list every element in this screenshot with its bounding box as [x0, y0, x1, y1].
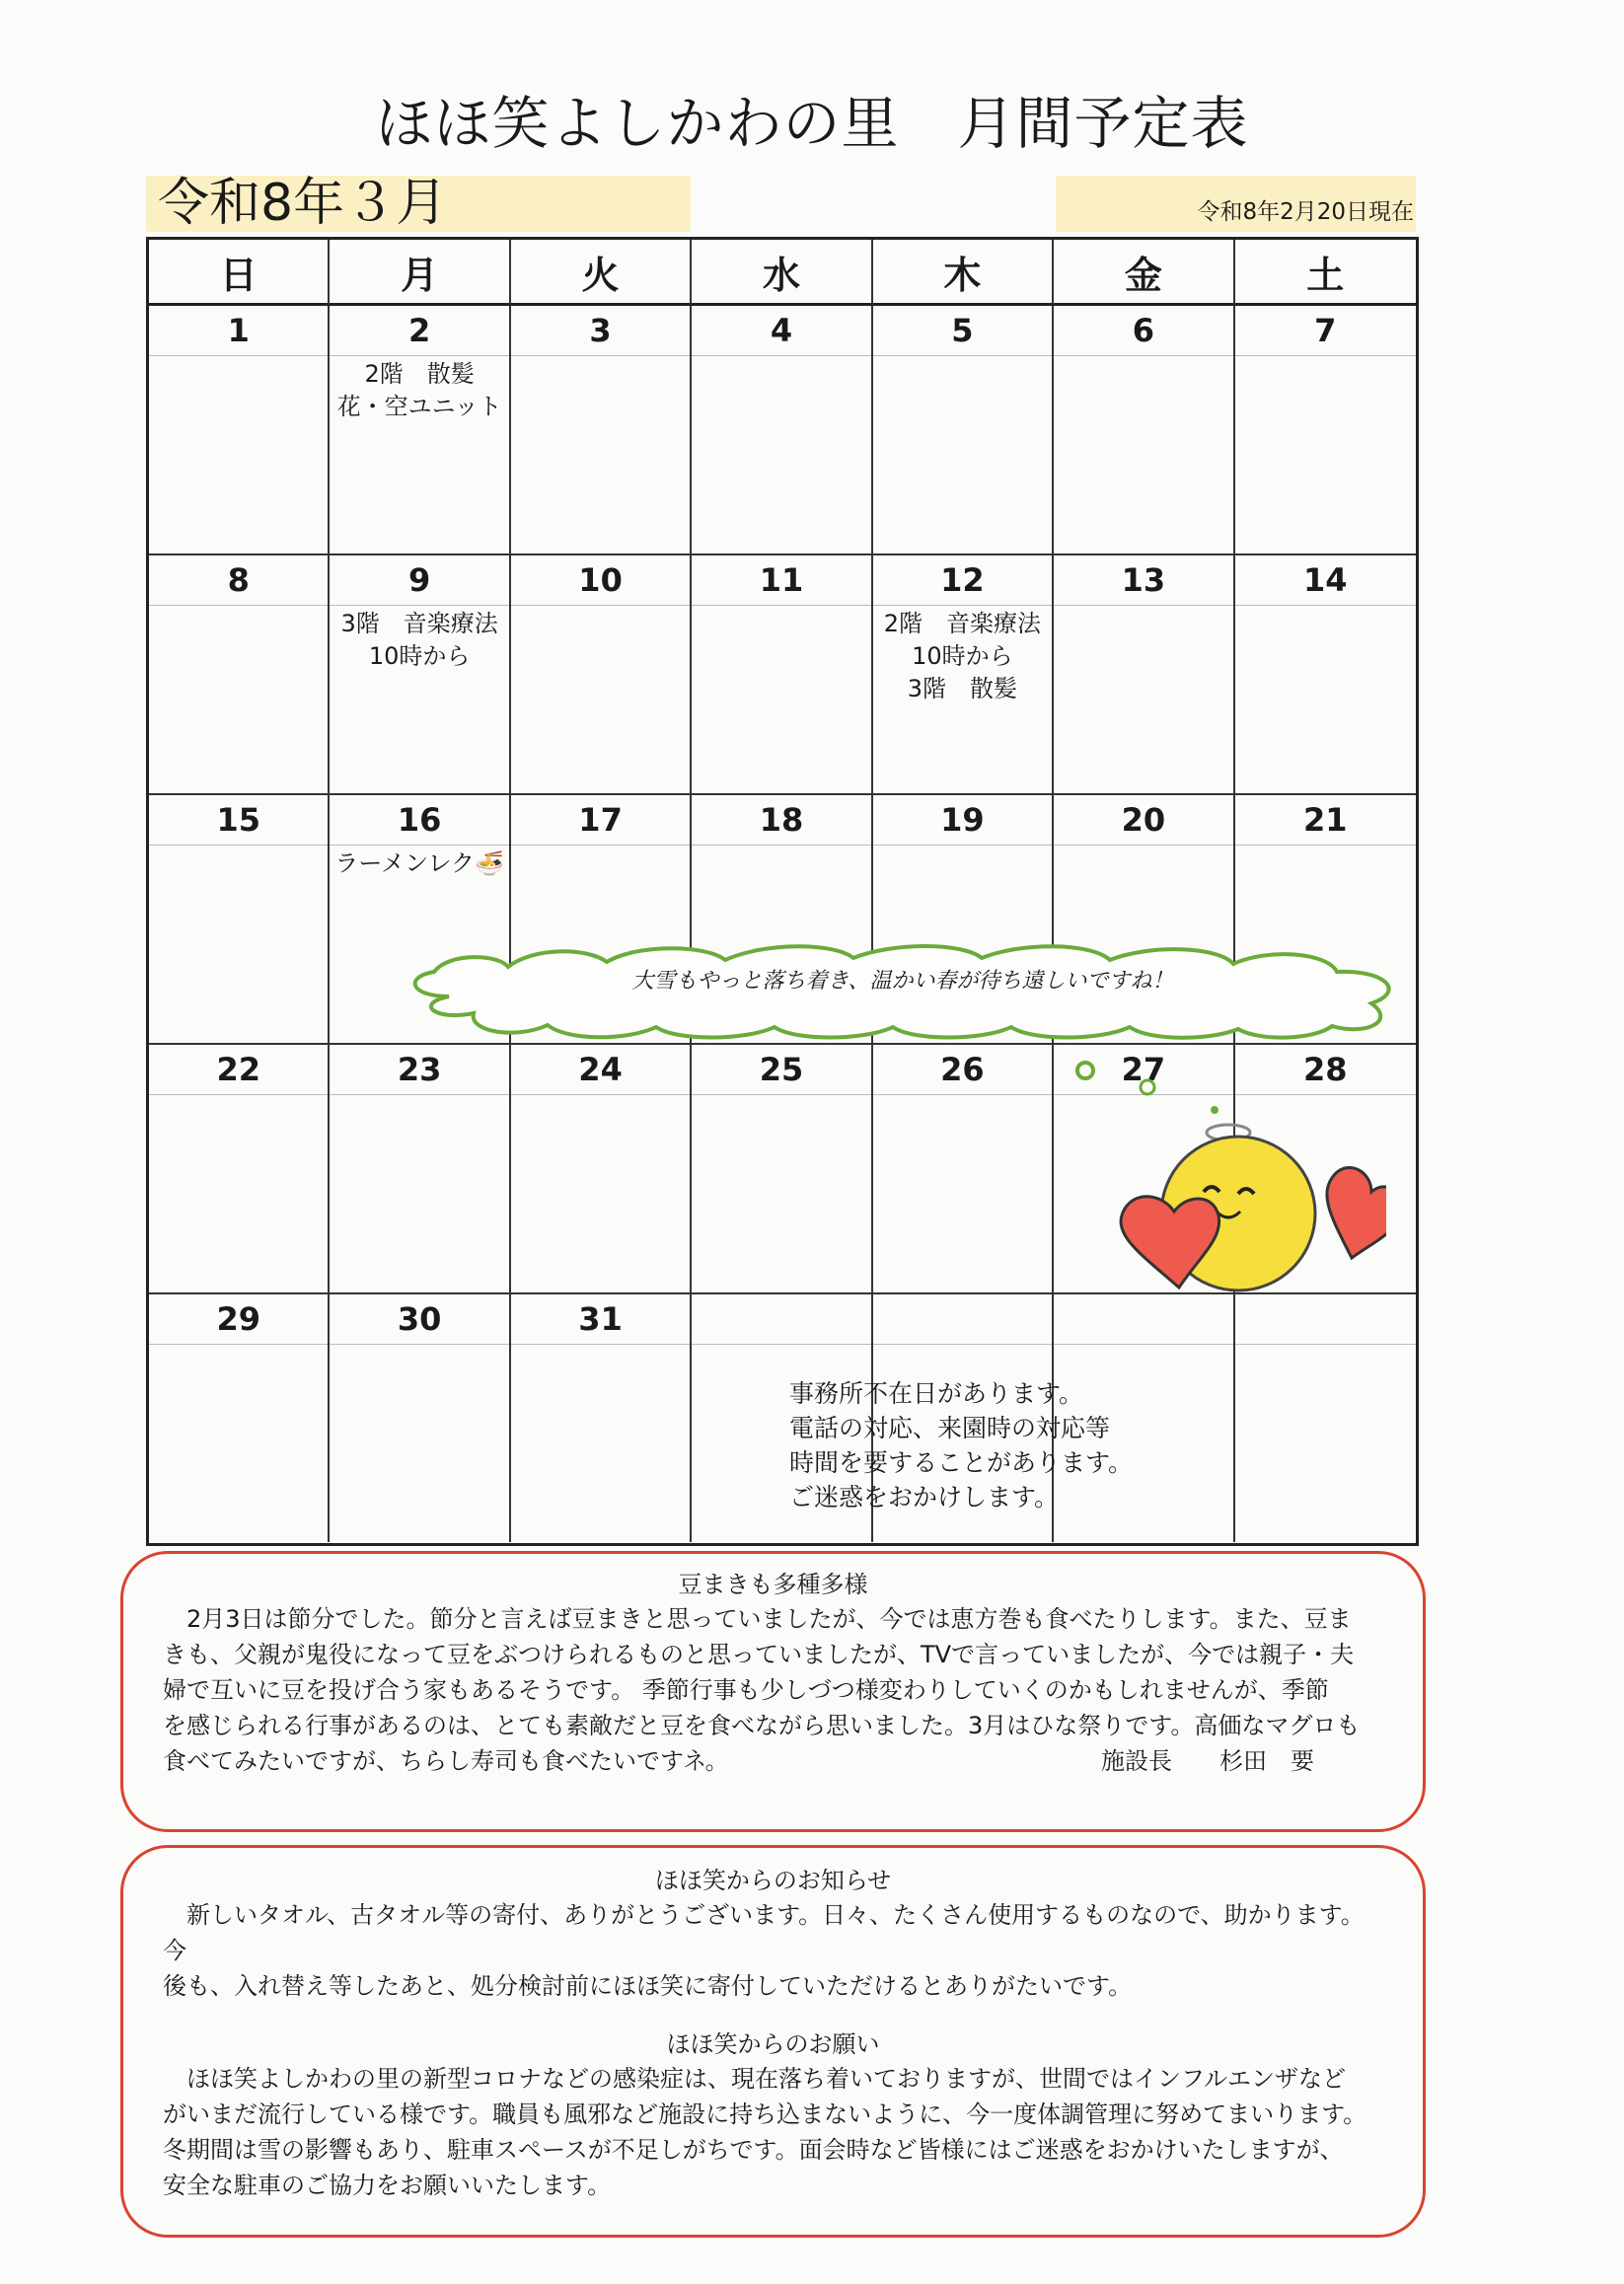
calendar-day-cell [330, 306, 510, 555]
day-events [1235, 846, 1416, 847]
day-events [873, 1345, 1052, 1347]
calendar-day-cell [511, 1045, 692, 1294]
day-number: 8 [149, 555, 328, 606]
day-number [873, 1294, 1052, 1345]
day-number: 27 [1054, 1045, 1232, 1095]
calendar-day-cell [330, 555, 510, 795]
day-number: 16 [330, 795, 508, 846]
weekday-header: 月 [330, 240, 510, 306]
calendar-day-cell [873, 1045, 1054, 1294]
day-number: 22 [149, 1045, 328, 1095]
paragraph-line: 婦で互いに豆を投げ合う家もあるそうです。 季節行事も少しづつ様変わりしていくのかもしれませんが、季節 [163, 1676, 1329, 1704]
day-number: 25 [692, 1045, 870, 1095]
day-number: 17 [511, 795, 690, 846]
day-number [692, 1294, 870, 1345]
day-events [692, 846, 870, 847]
day-number: 19 [873, 795, 1052, 846]
director-signature: 施設長 杉田 要 [1101, 1747, 1314, 1775]
day-number: 10 [511, 555, 690, 606]
day-number: 28 [1235, 1045, 1416, 1095]
day-events [330, 606, 508, 673]
as-of-date: 令和8年2月20日現在 [1197, 199, 1414, 225]
day-number: 4 [692, 306, 870, 356]
paragraph-line: 冬期間は雪の影響もあり、駐車スペースが不足しがちです。面会時など皆様にはご迷惑をおかけいたしますが、 [163, 2136, 1344, 2164]
day-number: 29 [149, 1294, 328, 1345]
day-number: 14 [1235, 555, 1416, 606]
day-number: 20 [1054, 795, 1232, 846]
paragraph-line: きも、父親が鬼役になって豆をぶつけられるものと思っていましたが、TVで言っていましたが、今では親子・夫 [163, 1641, 1355, 1668]
office-note-line: ご迷惑をおかけします。 [789, 1483, 1060, 1511]
calendar-day-cell [692, 306, 872, 555]
calendar-day-cell [330, 1294, 510, 1542]
day-events [149, 606, 328, 608]
day-number: 12 [873, 555, 1052, 606]
day-events [1054, 356, 1232, 358]
day-number: 31 [511, 1294, 690, 1345]
event-line: 10時から [368, 642, 471, 670]
day-events [511, 1345, 690, 1347]
calendar-day-cell [1054, 555, 1234, 795]
day-events [873, 356, 1052, 358]
day-number: 30 [330, 1294, 508, 1345]
event-line: ラーメンレク🍜 [334, 849, 504, 877]
day-number: 23 [330, 1045, 508, 1095]
event-line: 3階 散髪 [907, 675, 1018, 702]
office-note-line: 電話の対応、来園時の対応等 [789, 1414, 1111, 1442]
calendar-day-cell [1235, 1294, 1416, 1542]
director-message-box [120, 1551, 1426, 1832]
day-events [511, 1095, 690, 1097]
calendar-day-cell [692, 1045, 872, 1294]
paragraph-line: 安全な駐車のご協力をお願いいたします。 [163, 2172, 612, 2199]
calendar-day-cell [149, 1045, 330, 1294]
event-line: 2階 音楽療法 [883, 610, 1042, 637]
notice-body [123, 1897, 1423, 2004]
day-events [149, 846, 328, 847]
day-events [1235, 1345, 1416, 1347]
month-label: 令和8年３月 [158, 174, 448, 233]
office-absence-note [789, 1376, 1133, 1514]
weekday-header: 日 [149, 240, 330, 306]
day-events [149, 1095, 328, 1097]
event-line: 10時から [912, 642, 1013, 670]
notice-title: ほほ笑からのお知らせ [654, 1867, 892, 1894]
calendar-day-cell [511, 1294, 692, 1542]
paragraph-line: を感じられる行事があるのは、とても素敵だと豆を食べながら思いました。3月はひな祭りです。高価なマグロも [163, 1712, 1361, 1739]
weekday-header: 火 [511, 240, 692, 306]
day-events [511, 846, 690, 847]
day-events [873, 606, 1052, 705]
day-events [692, 1345, 870, 1347]
office-note-line: 事務所不在日があります。 [789, 1379, 1084, 1408]
event-line: 3階 音楽療法 [340, 610, 498, 637]
day-events [692, 606, 870, 608]
calendar-day-cell [1235, 555, 1416, 795]
day-number: 13 [1054, 555, 1232, 606]
day-number: 15 [149, 795, 328, 846]
day-number: 18 [692, 795, 870, 846]
day-number: 26 [873, 1045, 1052, 1095]
day-number: 1 [149, 306, 328, 356]
day-events [1235, 606, 1416, 608]
cloud-message: 大雪もやっと落ち着き、温かい春が待ち遠しいですね！ [631, 969, 1174, 994]
day-events [873, 1095, 1052, 1097]
weekday-header: 金 [1054, 240, 1234, 306]
calendar-day-cell [511, 555, 692, 795]
calendar-day-cell [1235, 306, 1416, 555]
day-events [692, 356, 870, 358]
day-number: 21 [1235, 795, 1416, 846]
day-events [149, 356, 328, 358]
day-events [1235, 356, 1416, 358]
day-events [1054, 1345, 1232, 1347]
weekday-header: 木 [873, 240, 1054, 306]
event-line: 2階 散髪 [364, 360, 475, 388]
page-title: ほほ笑よしかわの里 月間予定表 [375, 90, 1249, 157]
calendar-day-cell [873, 306, 1054, 555]
request-title: ほほ笑からのお願い [666, 2030, 880, 2058]
day-number: 2 [330, 306, 508, 356]
paragraph-line: 2月3日は節分でした。節分と言えば豆まきと思っていましたが、今では恵方巻も食べたりします。また、豆ま [186, 1605, 1352, 1633]
paragraph-line: ほほ笑よしかわの里の新型コロナなどの感染症は、現在落ち着いておりますが、世間ではインフルエンザなど [186, 2065, 1347, 2093]
calendar-day-cell [149, 795, 330, 1045]
calendar-day-cell [330, 1045, 510, 1294]
calendar-day-cell [692, 555, 872, 795]
weekday-header: 水 [692, 240, 872, 306]
day-events [511, 356, 690, 358]
day-events [692, 1095, 870, 1097]
calendar-grid [146, 237, 1419, 1546]
calendar-day-cell [511, 306, 692, 555]
day-events [330, 846, 508, 880]
smiling-sun-angel-icon [1070, 1046, 1386, 1312]
paragraph-line: がいまだ流行している様です。職員も風邪など施設に持ち込まないように、今一度体調管理に努めてまいります。 [163, 2100, 1367, 2128]
day-events [873, 846, 1052, 847]
office-note-line: 時間を要することがあります。 [789, 1448, 1134, 1477]
day-number: 11 [692, 555, 870, 606]
day-number: 7 [1235, 306, 1416, 356]
notice-box [120, 1845, 1426, 2238]
calendar-day-cell [873, 555, 1054, 795]
calendar-day-cell [1054, 306, 1234, 555]
paragraph-line: 新しいタオル、古タオル等の寄付、ありがとうございます。日々、たくさん使用するものなので、助かります。今 [163, 1901, 1365, 1964]
day-number: 6 [1054, 306, 1232, 356]
day-events [1054, 846, 1232, 847]
day-number: 9 [330, 555, 508, 606]
paragraph-line: 食べてみたいですが、ちらし寿司も食べたいですネ。 [163, 1747, 729, 1775]
calendar-day-cell [149, 1294, 330, 1542]
day-events [330, 1095, 508, 1097]
day-events [330, 356, 508, 423]
day-events [149, 1345, 328, 1347]
calendar-day-cell [149, 555, 330, 795]
day-number: 24 [511, 1045, 690, 1095]
weekday-header: 土 [1235, 240, 1416, 306]
paragraph-line: 後も、入れ替え等したあと、処分検討前にほほ笑に寄付していただけるとありがたいです。 [163, 1972, 1133, 2000]
day-number: 5 [873, 306, 1052, 356]
calendar-day-cell [149, 306, 330, 555]
day-number: 3 [511, 306, 690, 356]
director-message-title: 豆まきも多種多様 [678, 1571, 868, 1598]
event-line: 花・空ユニット [336, 393, 502, 420]
request-body [123, 2061, 1423, 2203]
day-events [1054, 606, 1232, 608]
day-events [330, 1345, 508, 1347]
day-events [511, 606, 690, 608]
